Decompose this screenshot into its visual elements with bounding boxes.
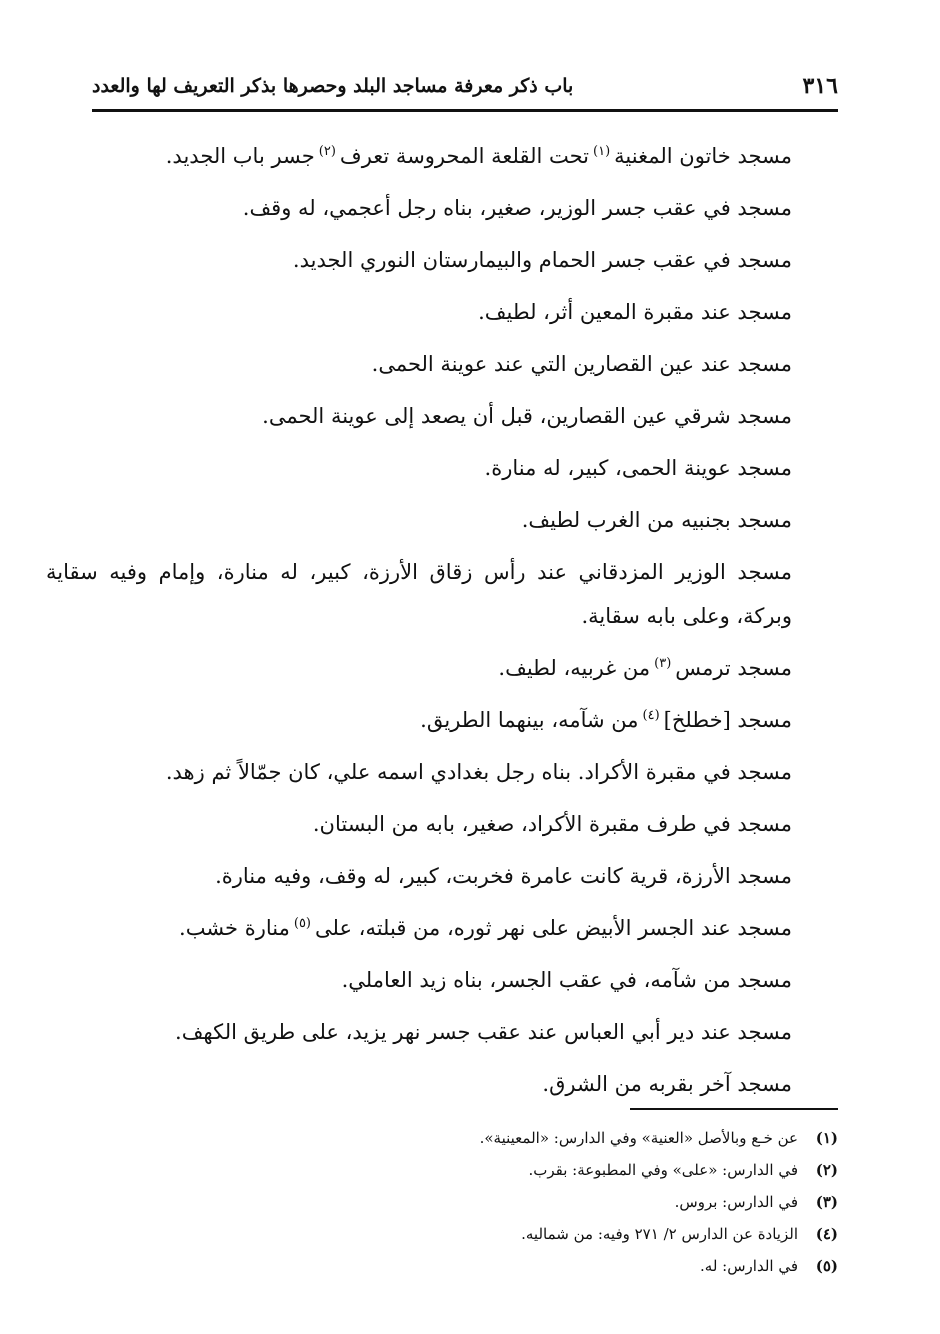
footnote-2: (٢)في الدارس: «على» وفي المطبوعة: بقرب. (528, 1161, 838, 1179)
paragraph-4: مسجد عند مقبرة المعين أثر، لطيف. (478, 300, 792, 324)
page-number: ٣١٦ (802, 72, 838, 99)
main-text (46, 130, 792, 1110)
footnote-4: (٤)الزيادة عن الدارس ٢/ ٢٧١ وفيه: من شماليه. (521, 1225, 838, 1243)
paragraph-7: مسجد عوينة الحمى، كبير، له منارة. (484, 456, 792, 480)
paragraph-11: مسجد [خطلخ]$^{(٤)}$من شآمه، بينهما الطريق. (420, 708, 792, 732)
paragraph-9: مسجد الوزير المزدقاني عند رأس زقاق الأرزة، كبير، له منارة، وإمام وفيه سقاية وبركة، وعلى بابه سقاية. (46, 560, 792, 628)
footnote-ref-2: (٢) (318, 144, 336, 159)
paragraph-8: مسجد بجنبيه من الغرب لطيف. (521, 508, 792, 532)
running-title: باب ذكر معرفة مساجد البلد وحصرها بذكر التعريف لها والعدد (92, 74, 574, 97)
footnote-ref-3: (٣) (654, 656, 672, 671)
paragraph-13: مسجد في طرف مقبرة الأكراد، صغير، بابه من البستان. (312, 812, 792, 836)
footnote-1: (١)عن خـع وبالأصل «العنية» وفي الدارس: «المعينية». (479, 1129, 838, 1147)
page-header (92, 66, 838, 112)
footnotes (138, 1122, 838, 1282)
paragraph-6: مسجد شرقي عين القصارين، قبل أن يصعد إلى عوينة الحمى. (262, 404, 792, 428)
footnote-ref-1: (١) (593, 144, 611, 159)
footnote-5: (٥)في الدارس: له. (700, 1257, 838, 1275)
footnote-ref-4: (٤) (642, 708, 660, 723)
footnote-ref-5: (٥) (293, 916, 311, 931)
paragraph-1: مسجد خاتون المغنية$^{(١)}$تحت القلعة المحروسة تعرف$^{(٢)}$جسر باب الجديد. (165, 144, 792, 168)
paragraph-15: مسجد عند الجسر الأبيض على نهر ثوره، من قبلته، على$^{(٥)}$منارة خشب. (179, 916, 792, 940)
paragraph-2: مسجد في عقب جسر الوزير، صغير، بناه رجل أعجمي، له وقف. (242, 196, 792, 220)
paragraph-10: مسجد ترمس$^{(٣)}$من غربيه، لطيف. (498, 656, 792, 680)
footnote-3: (٣)في الدارس: بروس. (674, 1193, 838, 1211)
paragraph-17: مسجد عند دير أبي العباس عند عقب جسر نهر يزيد، على طريق الكهف. (175, 1020, 792, 1044)
paragraph-14: مسجد الأرزة، قرية كانت عامرة فخربت، كبير، له وقف، وفيه منارة. (215, 864, 792, 888)
paragraph-12: مسجد في مقبرة الأكراد. بناه رجل بغدادي اسمه علي، كان جمّالاً ثم زهد. (165, 760, 792, 784)
footnote-divider (630, 1108, 838, 1110)
paragraph-16: مسجد من شآمه، في عقب الجسر، بناه زيد العاملي. (341, 968, 792, 992)
paragraph-5: مسجد عند عين القصارين التي عند عوينة الحمى. (371, 352, 792, 376)
paragraph-3: مسجد في عقب جسر الحمام والبيمارستان النوري الجديد. (292, 248, 792, 272)
paragraph-18: مسجد آخر بقربه من الشرق. (542, 1072, 792, 1096)
